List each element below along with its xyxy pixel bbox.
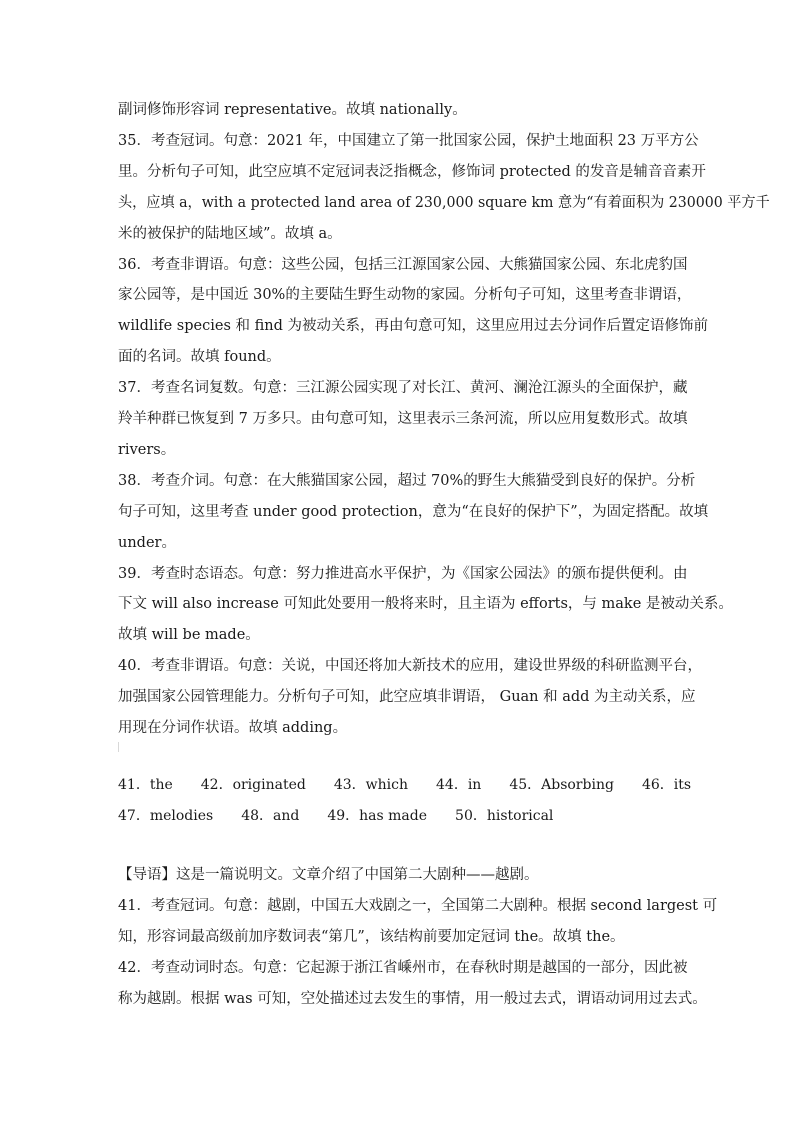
answer-item: 48．and [241, 808, 300, 824]
answer-item: 43．which [333, 777, 408, 793]
text-line: 家公园等，是中国近 30%的主要陆生野生动物的家园。分析句子可知，这里考查非谓语， [118, 287, 692, 304]
text-line: 羚羊种群已恢复到 7 万多只。由句意可知，这里表示三条河流，所以应用复数形式。故填 [118, 411, 688, 427]
text-line: 里。分析句子可知，此空应填不定冠词表泛指概念，修饰词 protected 的发音是辅音音素开 [118, 163, 706, 180]
text-line: 副词修饰形容词 representative。故填 nationally。 [118, 102, 467, 118]
text-line: 头，应填 a，with a protected land area of 230,000 square km 意为“有着面积为 230000 平方千 [118, 194, 770, 211]
text-line: 下文 will also increase 可知此处要用一般将来时，且主语为 efforts，与 make 是被动关系。 [118, 596, 733, 613]
answer-row [118, 806, 553, 826]
text-line: 句子可知，这里考查 under good protection，意为“在良好的保护下”，为固定搭配。故填 [118, 503, 709, 520]
text-line: 41．考查冠词。句意：越剧，中国五大戏剧之一，全国第二大剧种。根据 second largest 可 [118, 897, 718, 914]
answer-item: 47．melodies [118, 808, 214, 824]
answer-item: 49．has made [327, 808, 428, 824]
text-line: under。 [118, 534, 176, 551]
text-line: rivers。 [118, 441, 176, 458]
answer-item: 45．Absorbing [509, 777, 614, 793]
answer-item: 46．its [641, 777, 692, 793]
text-line: 米的被保护的陆地区域”。故填 a。 [118, 225, 342, 242]
text-line: 40．考查非谓语。句意：关说，中国还将加大新技术的应用，建设世界级的科研监测平台， [118, 658, 702, 675]
text-line: 面的名词。故填 found。 [118, 349, 281, 366]
text-line: 38．考查介词。句意：在大熊猫国家公园，超过 70%的野生大熊猫受到良好的保护。分析 [118, 472, 696, 489]
lead-in-line: 【导语】这是一篇说明文。文章介绍了中国第二大剧种——越剧。 [118, 867, 539, 883]
text-line: 加强国家公园管理能力。分析句子可知，此空应填非谓语， Guan 和 add 为主动关系，应 [118, 689, 696, 706]
text-line: wildlife species 和 find 为被动关系，再由句意可知，这里应用过去分词作后置定语修饰前 [118, 318, 709, 335]
margin-mark [118, 742, 119, 752]
text-line: 用现在分词作状语。故填 adding。 [118, 720, 348, 736]
answer-item: 50．historical [455, 808, 554, 824]
text-line: 42．考查动词时态。句意：它起源于浙江省嵊州市，在春秋时期是越国的一部分，因此被 [118, 959, 688, 976]
text-line: 37．考查名词复数。句意：三江源公园实现了对长江、黄河、澜沧江源头的全面保护，藏 [118, 380, 688, 397]
answer-item: 41．the [118, 777, 173, 793]
text-line: 39．考查时态语态。句意：努力推进高水平保护，为《国家公园法》的颁布提供便利。由 [118, 565, 688, 582]
text-line: 35．考查冠词。句意：2021 年，中国建立了第一批国家公园，保护土地面积 23 万平方公 [118, 132, 699, 149]
text-line: 故填 will be made。 [118, 627, 260, 644]
text-line: 称为越剧。根据 was 可知，空处描述过去发生的事情，用一般过去式，谓语动词用过去式。 [118, 990, 707, 1007]
answer-row [118, 775, 691, 795]
answer-item: 44．in [436, 777, 482, 793]
text-line: 36．考查非谓语。句意：这些公园，包括三江源国家公园、大熊猫国家公园、东北虎豹国 [118, 256, 688, 273]
text-line: 知，形容词最高级前加序数词表“第几”，该结构前要加定冠词 the。故填 the。 [118, 928, 625, 945]
answer-item: 42．originated [200, 777, 306, 793]
